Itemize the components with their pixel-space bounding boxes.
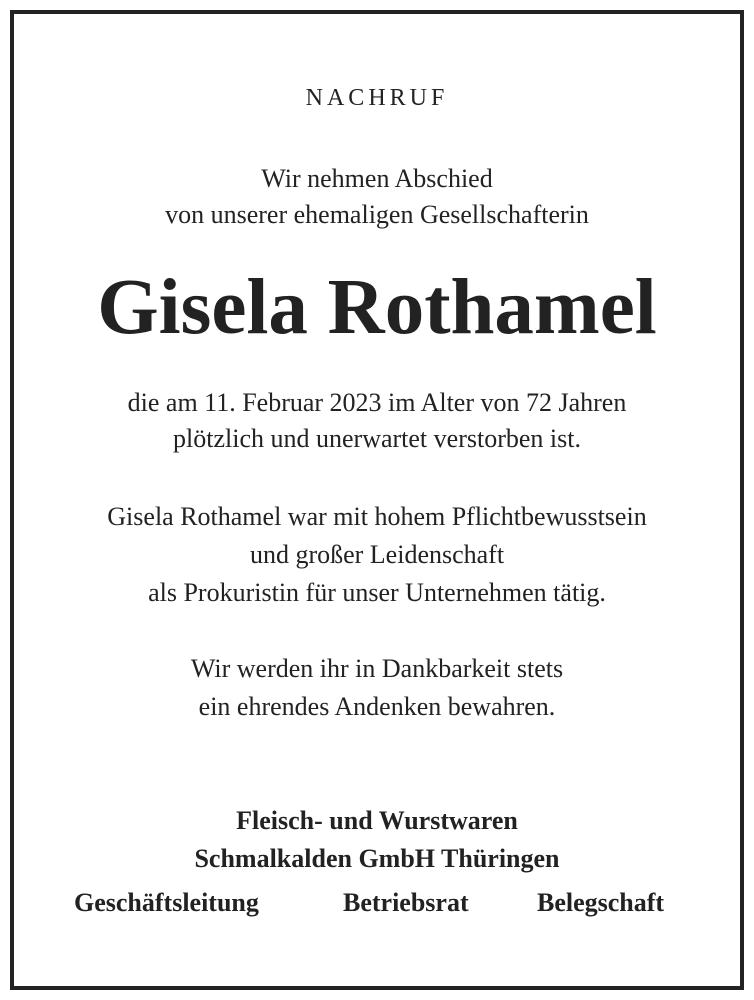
obituary-heading: NACHRUF <box>305 85 449 111</box>
deceased-name: Gisela Rothamel <box>97 264 657 351</box>
tribute-line-1: Gisela Rothamel war mit hohem Pflichtbewusstsein <box>107 502 647 531</box>
remembrance-line-1: Wir werden ihr in Dankbarkeit stets <box>190 654 564 683</box>
signatory-staff: Belegschaft <box>537 888 665 917</box>
intro-line-1: Wir nehmen Abschied <box>261 164 493 193</box>
signatory-works-council: Betriebsrat <box>343 888 469 917</box>
company-line-1: Fleisch- und Wurstwaren <box>236 806 518 835</box>
signatory-management: Geschäftsleitung <box>74 888 259 917</box>
tribute-line-3: als Prokuristin für unser Unternehmen tätig. <box>148 578 606 607</box>
remembrance-line-2: ein ehrendes Andenken bewahren. <box>198 692 556 721</box>
death-notice-line-2: plötzlich und unerwartet verstorben ist. <box>173 424 581 453</box>
obituary-border <box>10 10 744 990</box>
tribute-line-2: und großer Leidenschaft <box>249 540 505 569</box>
death-notice-line-1: die am 11. Februar 2023 im Alter von 72 Jahren <box>127 388 627 417</box>
intro-line-2: von unserer ehemaligen Gesellschafterin <box>165 200 589 229</box>
company-line-2: Schmalkalden GmbH Thüringen <box>194 844 560 873</box>
